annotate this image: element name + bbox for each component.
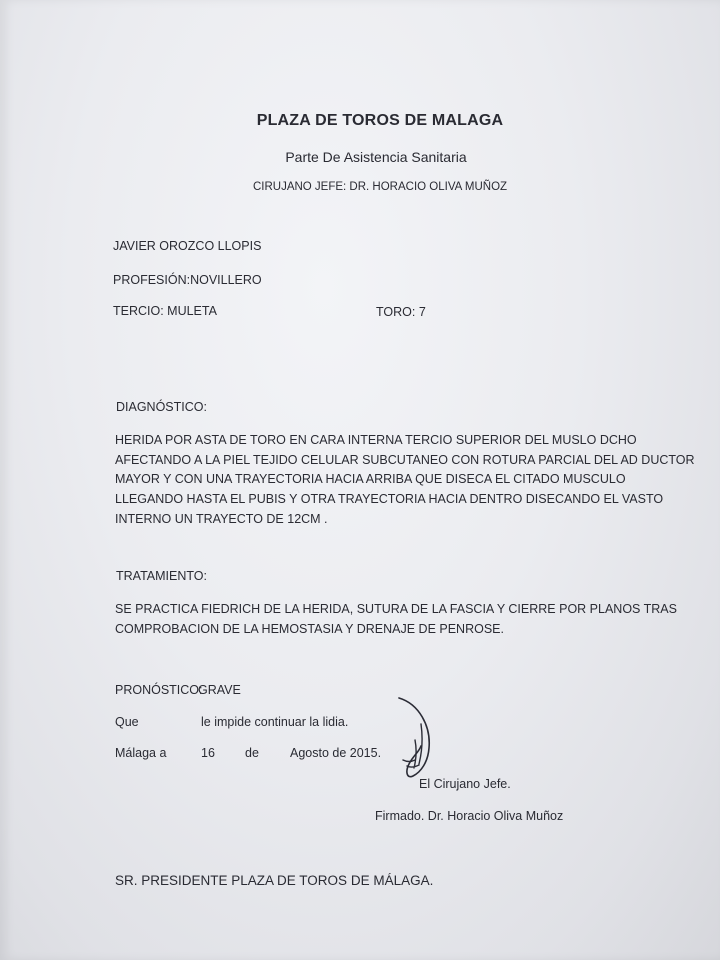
date-month-year: Agosto de 2015. (290, 746, 382, 760)
prognosis-value: GRAVE (198, 683, 241, 697)
date-day: 16 (201, 746, 215, 760)
place-label: Málaga a (115, 746, 167, 760)
treatment-line: SE PRACTICA FIEDRICH DE LA HERIDA, SUTURA DE LA FASCIA Y CIERRE POR PLANOS TRAS (115, 602, 677, 616)
signer-name: Firmado. Dr. Horacio Oliva Muñoz (375, 809, 564, 823)
addressee: SR. PRESIDENTE PLAZA DE TOROS DE MÁLAGA. (115, 873, 434, 888)
document-subtitle: Parte De Asistencia Sanitaria (285, 149, 467, 165)
handwritten-signature (385, 690, 445, 785)
prognosis-label: PRONÓSTICO: (115, 683, 203, 697)
treatment-text (115, 600, 677, 639)
diagnosis-line: AFECTANDO A LA PIEL TEJIDO CELULAR SUBCUTANEO CON ROTURA PARCIAL DEL AD DUCTOR (115, 452, 695, 467)
diagnosis-heading: DIAGNÓSTICO: (116, 400, 207, 414)
que-text: le impide continuar la lidia. (201, 715, 349, 729)
patient-name: JAVIER OROZCO LLOPIS (113, 239, 262, 253)
diagnosis-text (115, 431, 695, 530)
treatment-heading: TRATAMIENTO: (116, 569, 207, 583)
diagnosis-line: HERIDA POR ASTA DE TORO EN CARA INTERNA TERCIO SUPERIOR DEL MUSLO DCHO (115, 433, 637, 447)
treatment-line: COMPROBACION DE LA HEMOSTASIA Y DRENAJE DE PENROSE. (115, 621, 504, 636)
diagnosis-line: INTERNO UN TRAYECTO DE 12CM . (115, 511, 328, 526)
signer-role: El Cirujano Jefe. (419, 777, 511, 791)
chief-surgeon-line: CIRUJANO JEFE: DR. HORACIO OLIVA MUÑOZ (252, 181, 508, 193)
diagnosis-line: LLEGANDO HASTA EL PUBIS Y OTRA TRAYECTORIA HACIA DENTRO DISECANDO EL VASTO (115, 492, 664, 507)
document-title: PLAZA DE TOROS DE MALAGA (256, 112, 504, 129)
patient-tercio: TERCIO: MULETA (113, 304, 217, 318)
diagnosis-line: MAYOR Y CON UNA TRAYECTORIA HACIA ARRIBA QUE DISECA EL CITADO MUSCULO (115, 472, 626, 487)
date-de: de (245, 746, 259, 760)
que-label: Que (115, 715, 139, 729)
patient-profession: PROFESIÓN:NOVILLERO (113, 273, 262, 287)
patient-toro: TORO: 7 (376, 305, 426, 319)
